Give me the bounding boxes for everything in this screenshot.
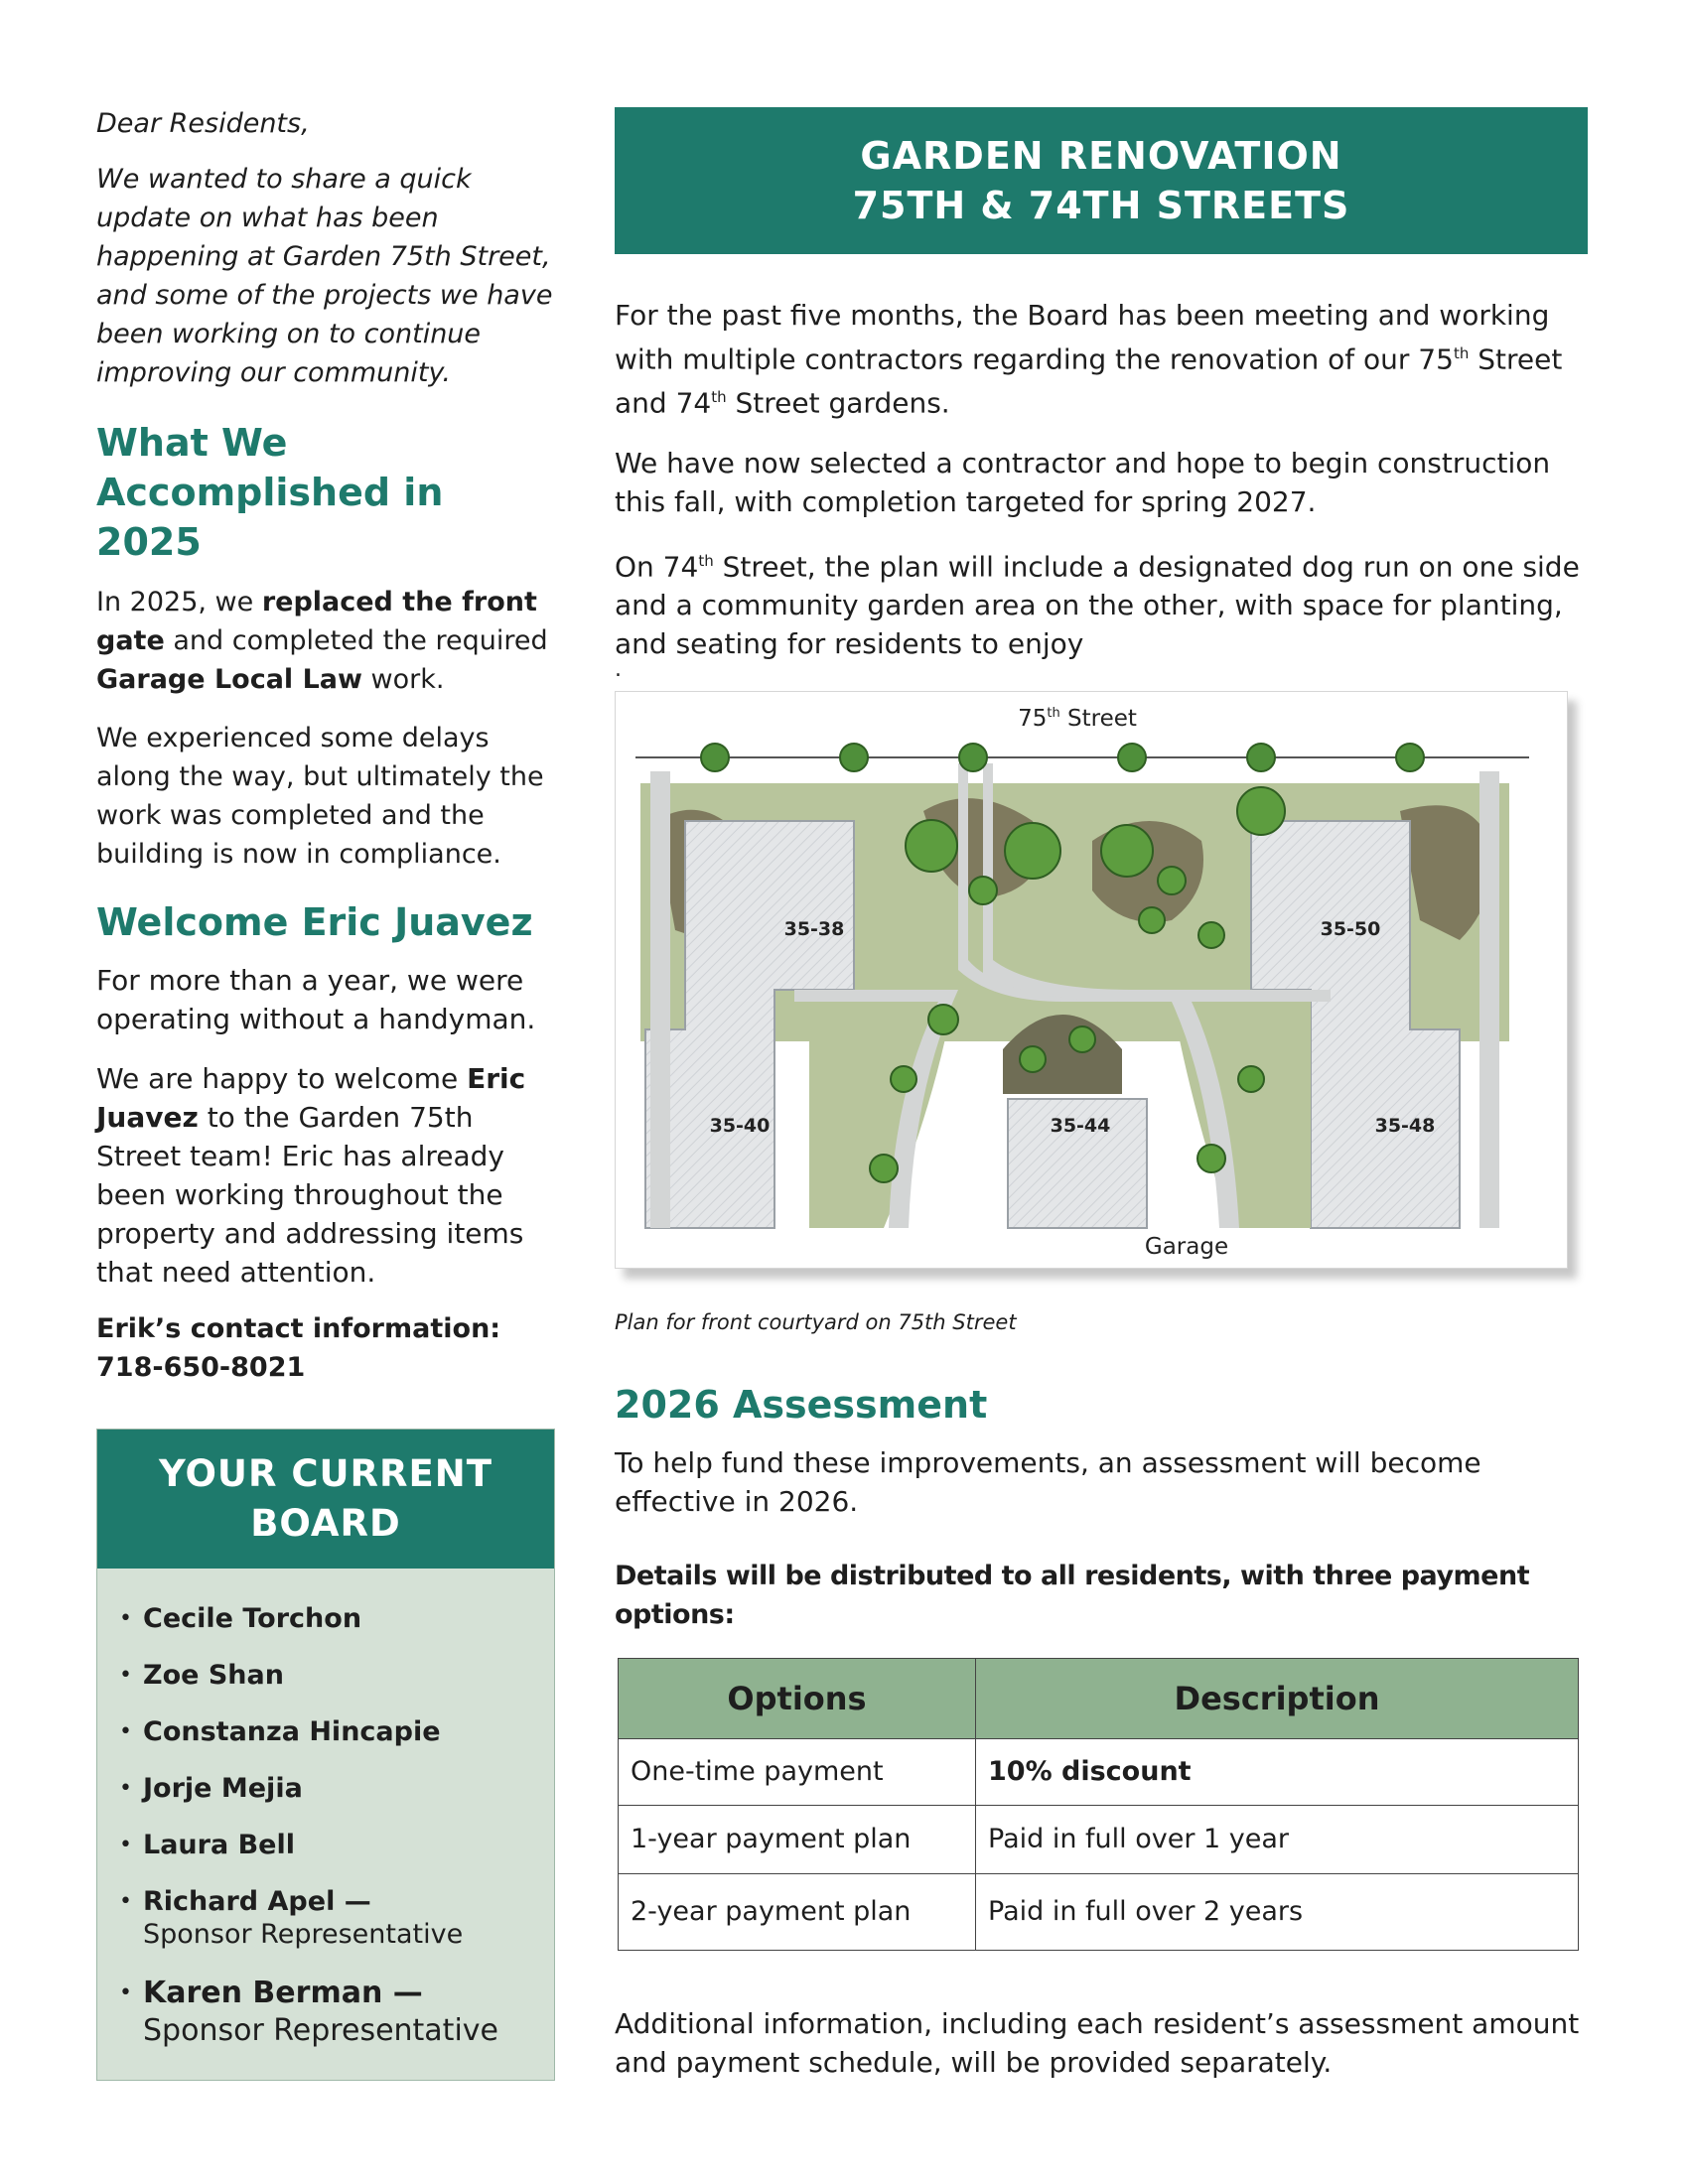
- banner-line-1: GARDEN RENOVATION: [860, 134, 1342, 178]
- p1-text-c: Street gardens.: [726, 386, 950, 420]
- table-header: Options: [619, 1658, 976, 1738]
- intro-paragraph: We wanted to share a quick update on what has been happening at Garden 75th Street, and some of the projects we have been working on to continue improving our community.: [96, 164, 553, 388]
- board-title: YOUR CURRENT BOARD: [97, 1430, 554, 1569]
- contact-label: Erik’s contact information:: [96, 1313, 501, 1344]
- member-name: Laura Bell: [143, 1830, 295, 1860]
- welcome-text-b: Eric Juavez: [96, 1062, 526, 1134]
- member-name: Constanza Hincapie: [143, 1716, 441, 1747]
- table-row: [619, 1805, 1579, 1873]
- board-member: [119, 1829, 534, 1861]
- side-walkway: [650, 771, 670, 1228]
- assessment-details: Details will be distributed to all residents, with three payment options:: [615, 1560, 1530, 1630]
- member-name: Zoe Shan: [143, 1660, 284, 1691]
- table-cell: Paid in full over 2 years: [976, 1873, 1579, 1950]
- table-row: [619, 1738, 1579, 1805]
- building-label: 35-40: [709, 1114, 771, 1137]
- accomplished-paragraph-2: We experienced some delays along the way, but ultimately the work was completed and the building is now in compliance.: [96, 723, 544, 870]
- street-label-word: Street: [1059, 705, 1137, 732]
- board-member: [119, 1975, 534, 2050]
- welcome-text-c: to the Garden 75th Street team! Eric has already been working throughout the property and addressing items that need attention.: [96, 1101, 524, 1289]
- garage-label: Garage: [1144, 1233, 1229, 1260]
- accomplished-text-b: replaced the front gate: [96, 587, 537, 656]
- renovation-paragraph-1: [615, 296, 1588, 423]
- contact-info: [96, 1309, 555, 1387]
- building-label: 35-38: [783, 917, 845, 940]
- renovation-paragraph-3: [615, 542, 1588, 663]
- renovation-paragraph-2: We have now selected a contractor and hope to begin construction this fall, with completion targeted for spring 2027.: [615, 446, 1551, 518]
- accomplished-paragraph-1: [96, 583, 555, 699]
- street-label-num: 75: [1018, 705, 1048, 732]
- side-walkway: [1479, 771, 1499, 1228]
- accomplished-text-c: and completed the required: [164, 625, 548, 656]
- intro-section: [96, 104, 555, 392]
- greeting: Dear Residents,: [96, 108, 310, 139]
- right-column: [615, 107, 1588, 2082]
- banner-line-2: 75TH & 74TH STREETS: [852, 184, 1350, 227]
- accomplished-text-a: In 2025, we: [96, 587, 262, 617]
- street-label-sup: th: [1047, 705, 1060, 721]
- member-name: Karen Berman —: [143, 1976, 423, 2010]
- member-name: Jorje Mejia: [143, 1773, 303, 1804]
- board-member: [119, 1885, 534, 1951]
- board-member: [119, 1715, 534, 1748]
- p1-text-a: For the past five months, the Board has been meeting and working with multiple contractors regarding the renovation of our 75: [615, 299, 1550, 376]
- table-cell: 10% discount: [976, 1738, 1579, 1805]
- table-row: [619, 1873, 1579, 1950]
- plan-caption: Plan for front courtyard on 75th Street: [615, 1309, 1017, 1334]
- board-member: [119, 1659, 534, 1692]
- renovation-banner: [615, 107, 1588, 254]
- welcome-heading: Welcome Eric Juavez: [96, 900, 533, 944]
- table-cell: 2-year payment plan: [619, 1873, 976, 1950]
- closing-paragraph: Additional information, including each resident’s assessment amount and payment schedule, will be provided separately.: [615, 2006, 1580, 2079]
- building-label: 35-50: [1320, 917, 1381, 940]
- left-column: [96, 104, 555, 2081]
- table-header-row: [619, 1658, 1579, 1738]
- p1-sup-2: th: [711, 388, 727, 407]
- member-role: Sponsor Representative: [143, 2013, 498, 2048]
- contact-phone: 718-650-8021: [96, 1352, 306, 1383]
- board-member: [119, 1602, 534, 1635]
- welcome-paragraph-1: For more than a year, we were operating without a handyman.: [96, 964, 536, 1035]
- member-name: Cecile Torchon: [143, 1603, 362, 1634]
- member-role: Sponsor Representative: [143, 1919, 464, 1950]
- p1-text-b: Street and 74: [615, 342, 1563, 420]
- accomplished-text-e: work.: [361, 664, 445, 695]
- table-cell: 1-year payment plan: [619, 1805, 976, 1873]
- street-label: [1018, 706, 1137, 732]
- board-box: [96, 1429, 555, 2081]
- table-cell: One-time payment: [619, 1738, 976, 1805]
- assessment-paragraph: To help fund these improvements, an assessment will become effective in 2026.: [615, 1445, 1481, 1518]
- stray-dot: .: [615, 656, 622, 682]
- payment-options-table: [618, 1658, 1579, 1951]
- site-plan-drawing: [616, 692, 1567, 1268]
- board-member-list: [119, 1602, 534, 2050]
- table-header: Description: [976, 1658, 1579, 1738]
- accomplished-text-d: Garage Local Law: [96, 664, 362, 695]
- courtyard-site-plan: [615, 691, 1568, 1269]
- accomplished-heading: What We Accomplished in 2025: [96, 421, 444, 564]
- board-member: [119, 1772, 534, 1805]
- p1-sup-1: th: [1453, 344, 1470, 362]
- p3-text-a: On 74: [615, 549, 699, 583]
- p3-sup: th: [698, 551, 714, 570]
- building-label: 35-48: [1374, 1114, 1436, 1137]
- member-name: Richard Apel —: [143, 1886, 371, 1917]
- assessment-heading: 2026 Assessment: [615, 1382, 988, 1427]
- board-body: [97, 1569, 554, 2080]
- welcome-text-a: We are happy to welcome: [96, 1062, 468, 1095]
- building-label: 35-44: [1050, 1114, 1111, 1137]
- welcome-paragraph-2: [96, 1059, 555, 1292]
- p3-text-b: Street, the plan will include a designated dog run on one side and a community garden area on the other, with space for planting, and seating for residents to enjoy: [615, 549, 1580, 660]
- table-cell: Paid in full over 1 year: [976, 1805, 1579, 1873]
